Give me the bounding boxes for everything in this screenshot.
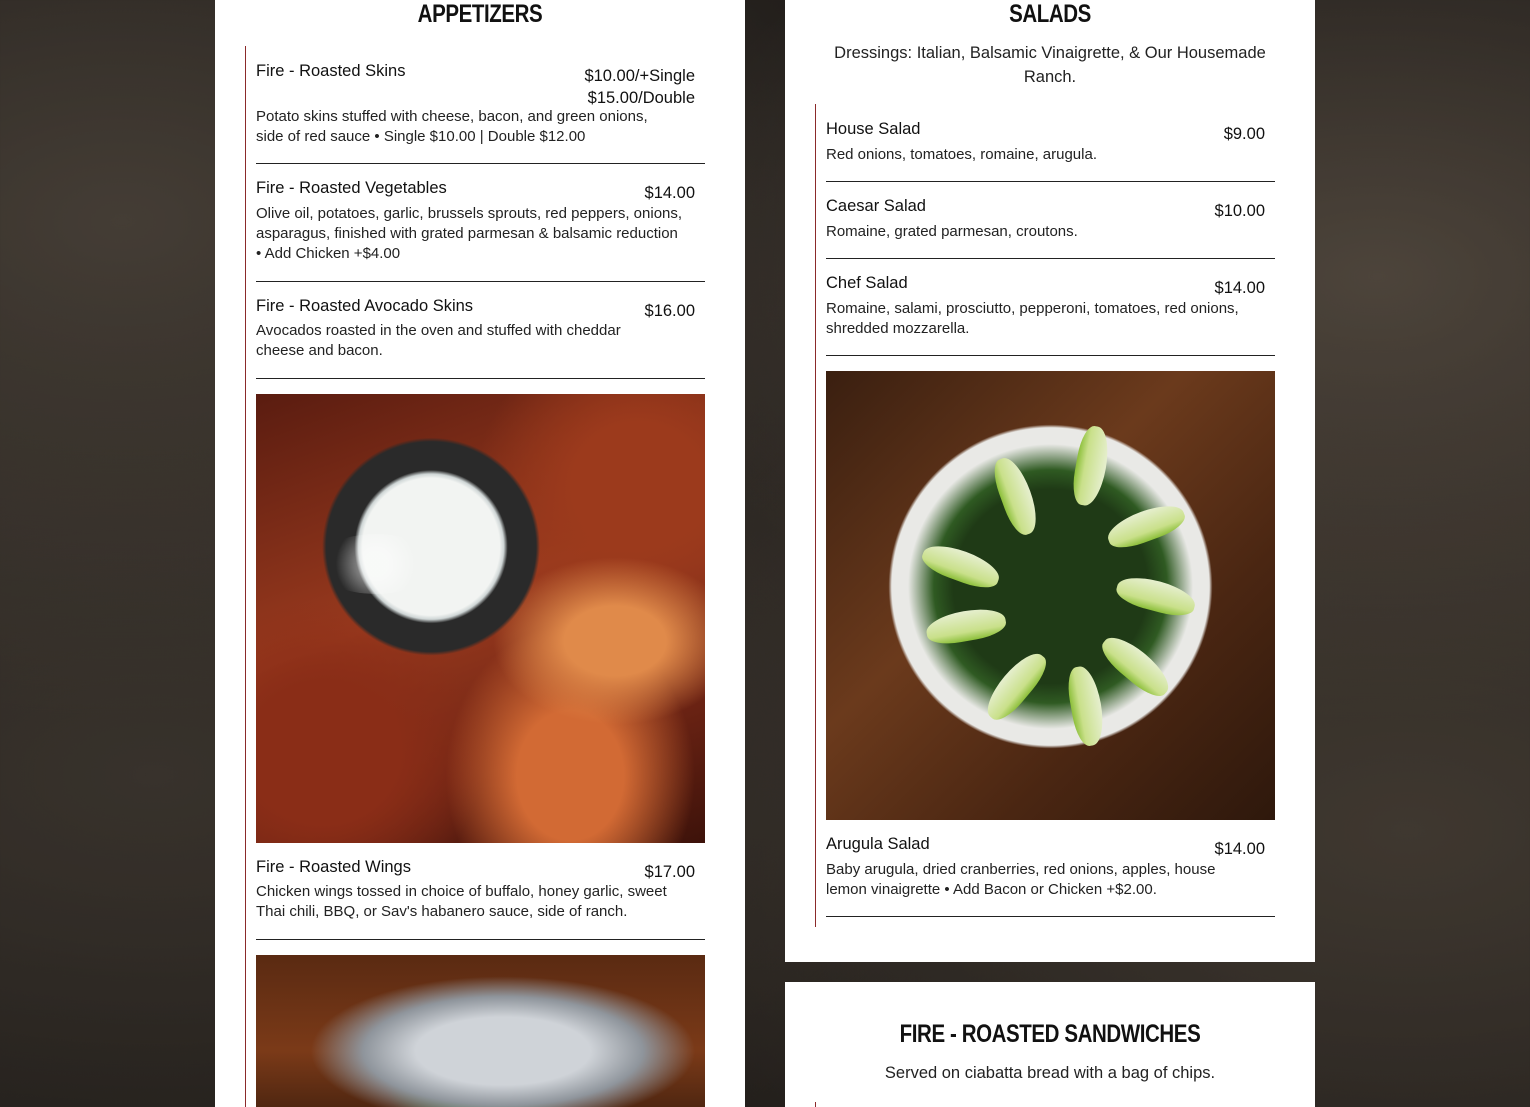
item-price-single: $10.00/+Single [584,67,695,85]
item-price: $14.00 [1214,279,1265,297]
item-name: Chef Salad [826,274,908,292]
arugula-salad-photo [826,371,1275,820]
item-price: $17.00 [644,863,695,881]
menu-item-house-salad[interactable] [826,120,1275,182]
item-name: Arugula Salad [826,835,930,853]
asparagus-photo [256,955,705,1107]
item-description: Avocados roasted in the oven and stuffed with cheddar cheese and bacon. [256,322,621,359]
item-description: Romaine, salami, prosciutto, pepperoni, tomatoes, red onions, shredded mozzarella. [826,300,1239,337]
item-price: $16.00 [644,302,695,320]
item-description: Red onions, tomatoes, romaine, arugula. [826,146,1097,163]
sandwiches-title: FIRE - ROASTED SANDWICHES [899,1020,1201,1048]
sandwiches-section [785,982,1315,1107]
item-name: Fire - Roasted Vegetables [256,179,447,197]
menu-item-caesar-salad[interactable] [826,197,1275,259]
item-price [584,65,695,109]
item-divider [826,181,1275,182]
item-description: Olive oil, potatoes, garlic, brussels sprouts, red peppers, onions, asparagus, finished with grated parmesan & balsamic reduction • Add Chicken +$4.00 [256,205,683,262]
section-accent-line [815,1102,816,1107]
item-price: $14.00 [644,184,695,202]
menu-item-fire-roasted-avocado-skins[interactable] [256,297,705,379]
salads-section [785,0,1315,962]
item-name: Caesar Salad [826,197,926,215]
menu-item-fire-roasted-skins[interactable] [256,62,705,164]
item-divider [256,163,705,164]
item-divider [826,355,1275,356]
appetizers-section [215,0,745,1107]
item-description: Potato skins stuffed with cheese, bacon, and green onions, side of red sauce • Single $10.00 | Double $12.00 [256,108,648,145]
item-name: House Salad [826,120,921,138]
menu-item-arugula-salad[interactable] [826,835,1275,917]
item-divider [826,916,1275,917]
item-description: Chicken wings tossed in choice of buffalo, honey garlic, sweet Thai chili, BBQ, or Sav's habanero sauce, side of ranch. [256,883,667,920]
item-name: Fire - Roasted Wings [256,858,411,876]
sandwiches-note: Served on ciabatta bread with a bag of chips. [884,1064,1216,1082]
item-divider [826,258,1275,259]
salads-title: SALADS [1009,0,1091,28]
item-divider [256,281,705,282]
item-name: Fire - Roasted Avocado Skins [256,297,474,315]
menu-item-fire-roasted-vegetables[interactable] [256,179,705,282]
wings-photo [256,394,705,843]
section-accent-line [245,46,246,1107]
item-price: $14.00 [1214,840,1265,858]
salads-dressings-note: Dressings: Italian, Balsamic Vinaigrette, & Our Housemade Ranch. [834,44,1266,86]
item-name: Fire - Roasted Skins [256,62,406,80]
item-description: Romaine, grated parmesan, croutons. [826,223,1078,240]
menu-item-chef-salad[interactable] [826,274,1275,356]
item-price-double: $15.00/Double [587,89,695,107]
item-price: $10.00 [1214,202,1265,220]
item-divider [256,939,705,940]
menu-item-fire-roasted-wings[interactable] [256,858,705,940]
appetizers-title: APPETIZERS [417,0,543,28]
item-divider [256,378,705,379]
item-description: Baby arugula, dried cranberries, red onions, apples, house lemon vinaigrette • Add Bacon or Chicken +$2.00. [826,861,1216,898]
item-price: $9.00 [1223,125,1265,143]
section-accent-line [815,104,816,927]
